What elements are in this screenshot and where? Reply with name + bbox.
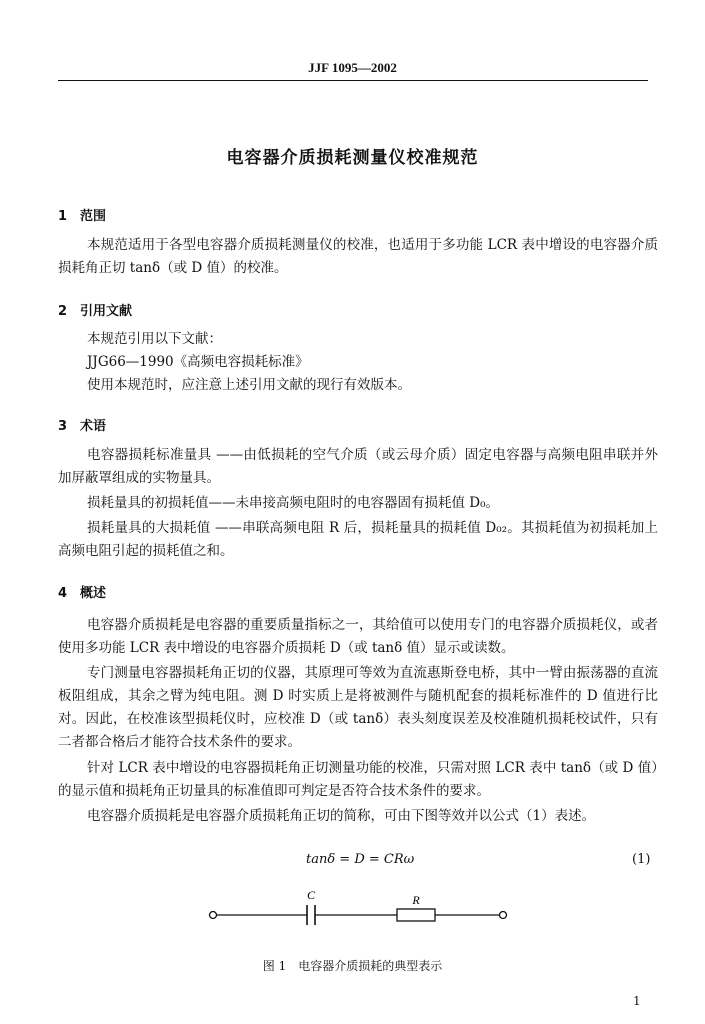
term-standard-gauge: 电容器损耗标准量具 ——由低损耗的空气介质（或云母介质）固定电容器与高频电阻串联并外加屏蔽罩组成的实物量具。 — [58, 447, 658, 486]
header-rule — [58, 80, 648, 81]
figure-caption: 图 1 电容器介质损耗的典型表示 — [262, 959, 443, 973]
capacitor-label: C — [306, 888, 316, 902]
term-initial-loss: 损耗量具的初损耗值——未串接高频电阻时的电容器固有损耗值 D₀。 — [87, 495, 500, 511]
section-number: 4 — [58, 586, 68, 601]
section-2-paragraph-1: 本规范引用以下文献： — [87, 331, 222, 347]
section-number: 3 — [58, 419, 68, 434]
section-4-heading — [58, 582, 106, 601]
term-large-loss: 损耗量具的大损耗值 ——串联高频电阻 R 后，损耗量具的损耗值 D₀₂。其损耗值为初损耗加上高频电阻引起的损耗值之和。 — [58, 520, 658, 559]
terminal-left — [210, 912, 217, 919]
page-number: 1 — [633, 994, 641, 1008]
section-3-heading — [58, 415, 106, 434]
section-title: 概述 — [80, 586, 107, 601]
section-title: 引用文献 — [80, 304, 133, 319]
terminal-right — [500, 912, 507, 919]
section-number: 1 — [58, 209, 68, 224]
formula-expression: tanδ = D = CRω — [306, 852, 415, 867]
section-4-paragraph-1: 电容器介质损耗是电容器的重要质量指标之一，其给值可以使用专门的电容器介质损耗仪，或者使用多功能 LCR 表中增设的电容器介质损耗 D（或 tanδ 值）显示或读数。 — [58, 617, 658, 656]
resistor-label: R — [412, 893, 420, 907]
formula-number: (1) — [632, 852, 651, 867]
section-4-paragraph-2: 专门测量电容器损耗角正切的仪器，其原理可等效为直流惠斯登电桥，其中一臂由振荡器的直流板阻组成，其余之臂为纯电阻。测 D 时实质上是将被测件与随机配套的损耗标准件的 D 值进行比对。因此，在校准该型损耗仪时，应校准 D（或 tanδ）表头刻度误差及校准随机损耗校试件，只有二者都合格后才能符合技术条件的要求。 — [58, 665, 658, 750]
section-title: 术语 — [80, 419, 107, 434]
referenced-document: JJG66—1990《高频电容损耗标准》 — [87, 354, 309, 370]
document-title: 电容器介质损耗测量仪校准规范 — [226, 148, 479, 168]
section-1-paragraph-1: 本规范适用于各型电容器介质损耗测量仪的校准，也适用于多功能 LCR 表中增设的电容器介质损耗角正切 tanδ（或 D 值）的校准。 — [58, 237, 658, 276]
resistor — [397, 909, 435, 921]
section-2-heading — [58, 300, 132, 319]
section-1-heading — [58, 205, 106, 224]
section-number: 2 — [58, 304, 68, 319]
circuit-diagram — [205, 885, 515, 935]
section-2-paragraph-3: 使用本规范时，应注意上述引用文献的现行有效版本。 — [87, 377, 411, 393]
section-title: 范围 — [80, 209, 107, 224]
section-4-paragraph-4: 电容器介质损耗是电容器介质损耗角正切的简称，可由下图等效并以公式（1）表述。 — [87, 808, 596, 824]
running-header: JJF 1095—2002 — [308, 60, 397, 75]
section-4-paragraph-3: 针对 LCR 表中增设的电容器损耗角正切测量功能的校准，只需对照 LCR 表中 tanδ（或 D 值）的显示值和损耗角正切量具的标准值即可判定是否符合技术条件的要求。 — [58, 760, 658, 799]
